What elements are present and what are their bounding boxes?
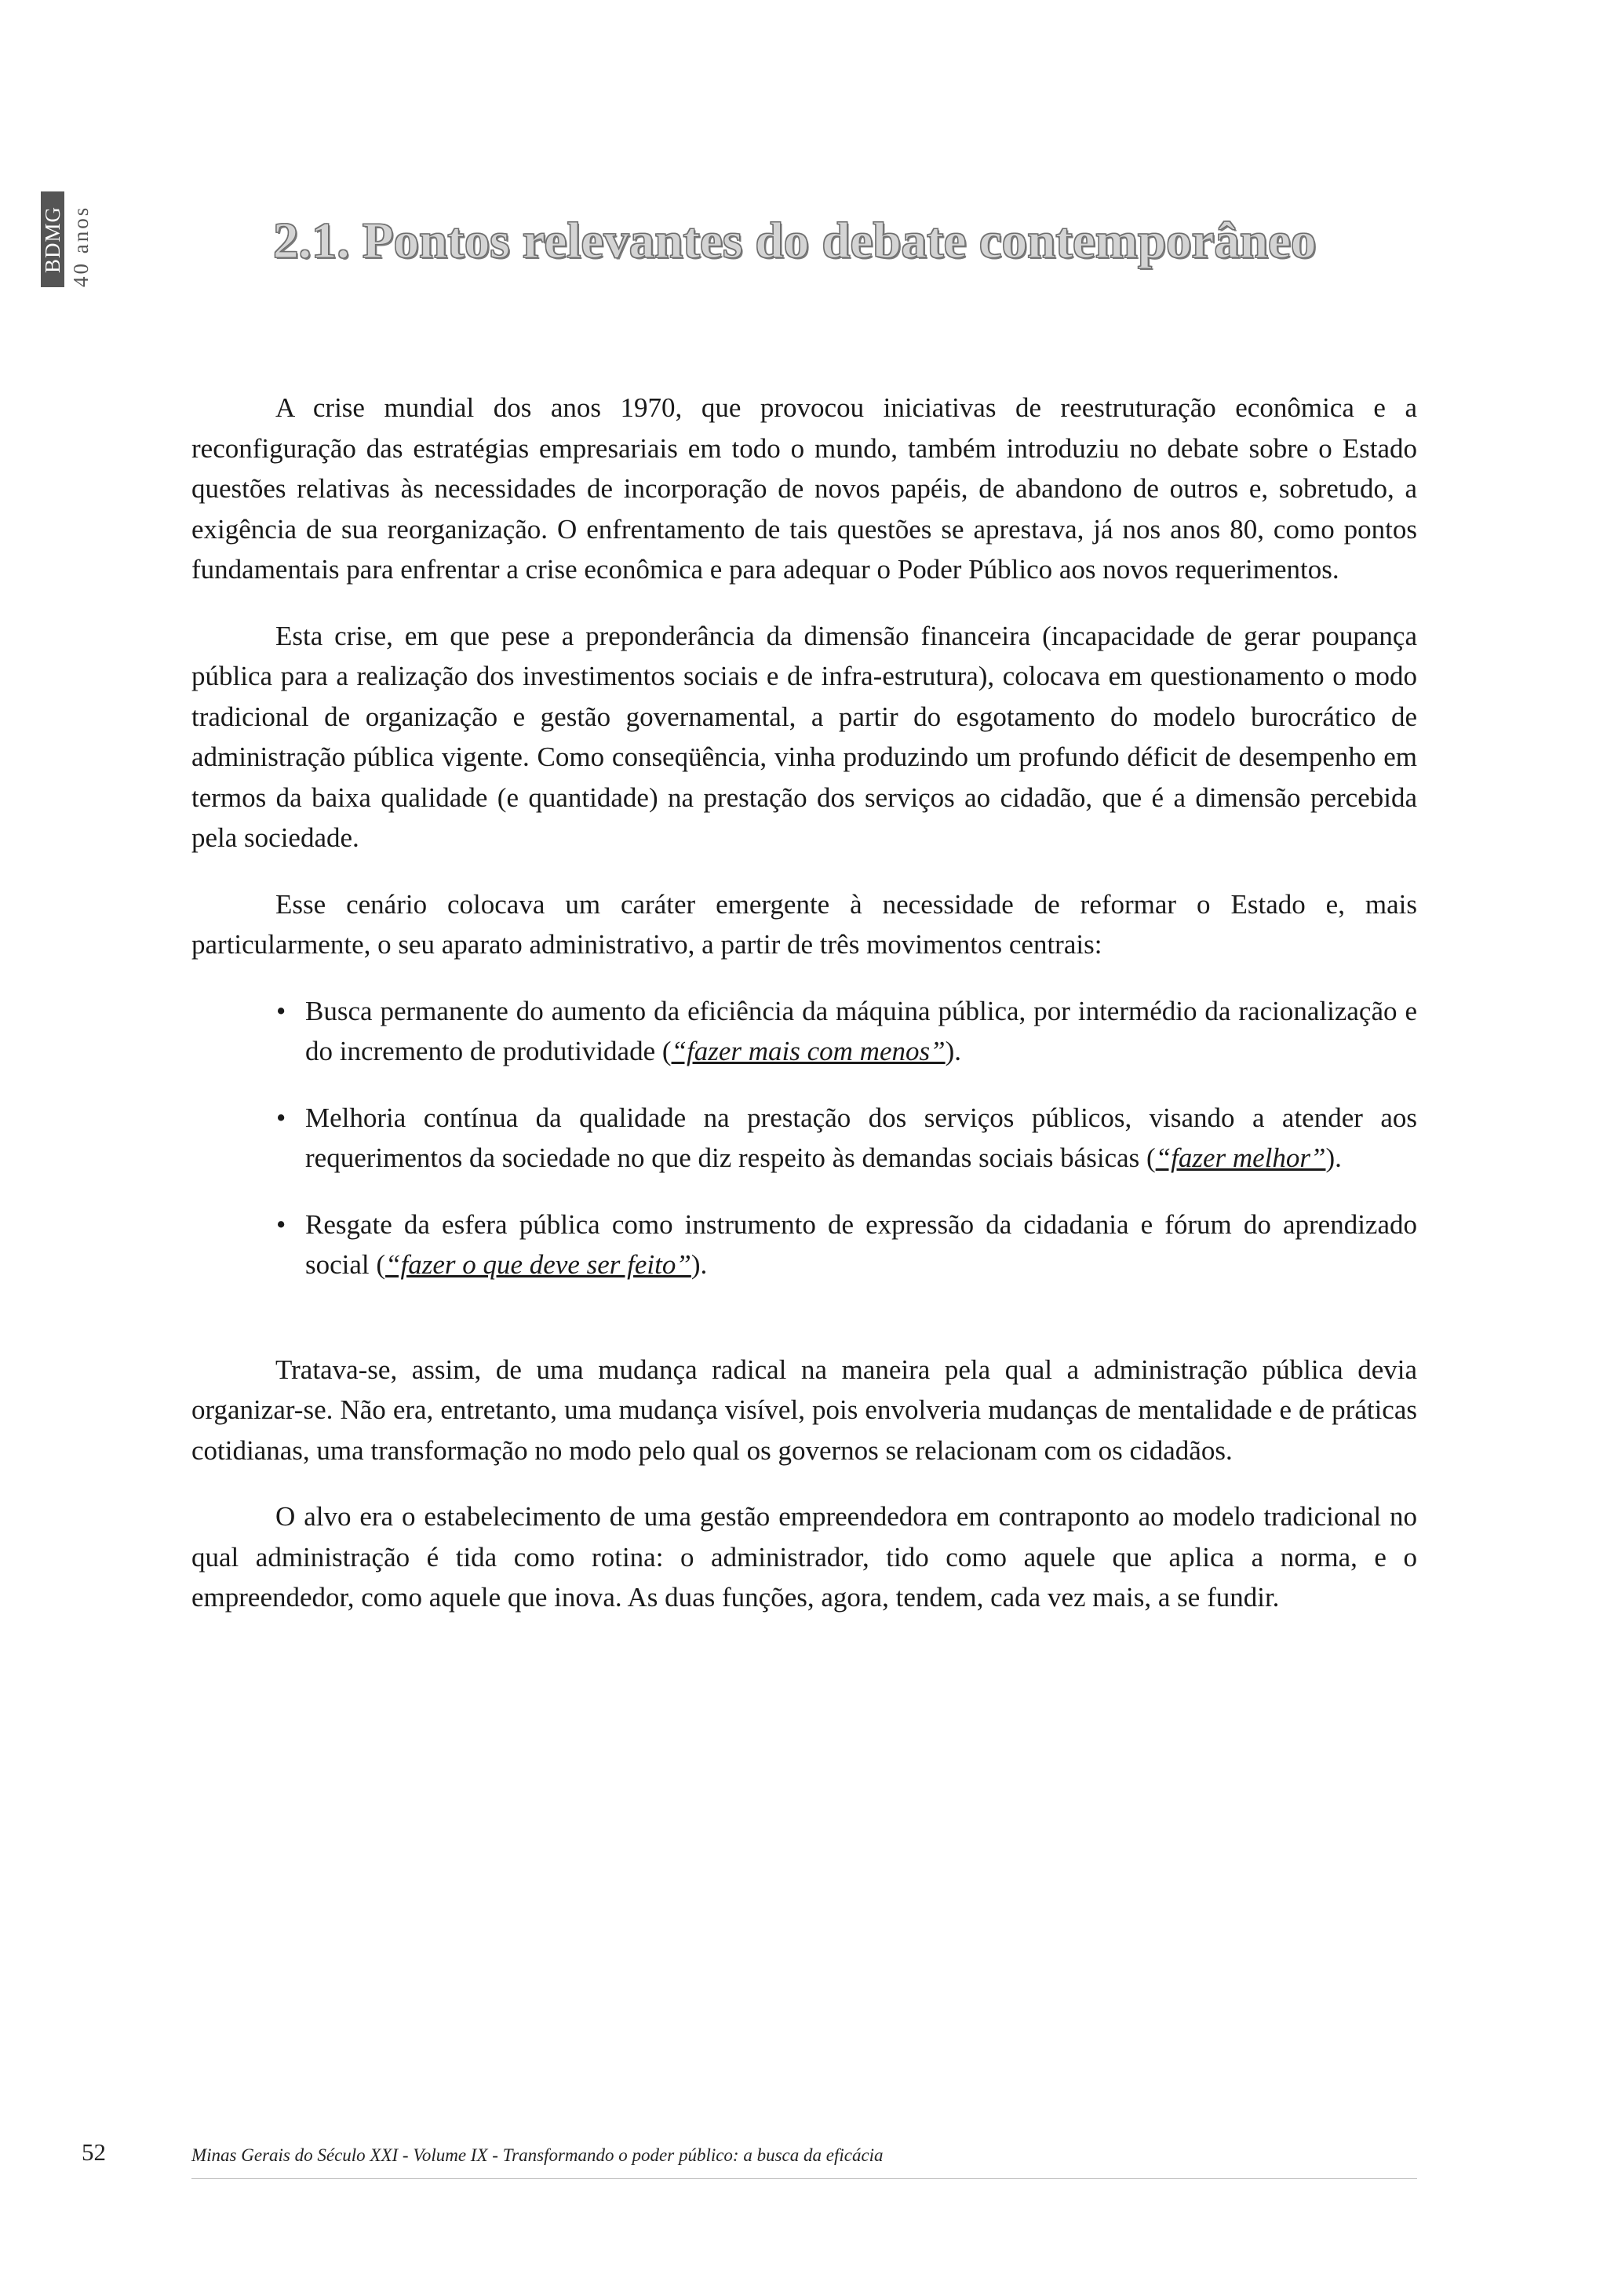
list-item [276, 1098, 1417, 1179]
paragraph: Esse cenário colocava um caráter emergente à necessidade de reformar o Estado e, mais particularmente, o seu aparato administrativo, a partir de três movimentos centrais: [191, 888, 1417, 960]
anniversary-label: 40 anos [69, 205, 93, 287]
section-title: 2.1. Pontos relevantes do debate contemporâneo [273, 213, 1317, 269]
movements-list [191, 991, 1417, 1285]
paragraph: Tratava-se, assim, de uma mudança radical na maneira pela qual a administração pública devia organizar-se. Não era, entretanto, uma mudança visível, pois envolveria mudanças de mentalidade e de práticas cotidianas, uma transformação no modo pelo qual os governos se relacionam com os cidadãos. [191, 1354, 1417, 1466]
list-item-emphasis: “fazer melhor” [1155, 1143, 1326, 1173]
bdmg-logo: BDMG [41, 191, 64, 287]
bullet-icon: • [276, 995, 286, 1026]
list-item [276, 1204, 1417, 1285]
list-item-emphasis: “fazer mais com menos” [671, 1036, 946, 1066]
bullet-icon: • [276, 1208, 286, 1240]
list-item-end: ). [691, 1249, 708, 1280]
list-item [276, 991, 1417, 1072]
bullet-icon: • [276, 1102, 286, 1133]
list-item-emphasis: “fazer o que deve ser feito” [385, 1249, 691, 1280]
page-number: 52 [82, 2138, 106, 2166]
paragraph: Esta crise, em que pese a preponderância da dimensão financeira (incapacidade de gerar poupança pública para a realização dos investimentos sociais e de infra-estrutura), colocava em questionamento o modo tradicional de organização e gestão governamental, a partir do esgotamento do modelo burocrático de administração pública vigente. Como conseqüência, vinha produzindo um profundo déficit de desempenho em termos da baixa qualidade (e quantidade) na prestação dos serviços ao cidadão, que é a dimensão percebida pela sociedade. [191, 620, 1417, 853]
list-item-text: Resgate da esfera pública como instrumento de expressão da cidadania e fórum do aprendizado social ( [305, 1208, 1417, 1280]
paragraph: O alvo era o estabelecimento de uma gestão empreendedora em contraponto ao modelo tradicional no qual administração é tida como rotina: o administrador, tido como aquele que aplica a norma, e o empreendedor, como aquele que inova. As duas funções, agora, tendem, cada vez mais, a se fundir. [191, 1501, 1417, 1613]
list-item-end: ). [945, 1036, 961, 1066]
list-item-text: Busca permanente do aumento da eficiência da máquina pública, por intermédio da racionalização e do incremento de produtividade ( [305, 995, 1417, 1066]
body-text [191, 388, 1417, 1644]
list-item-end: ). [1325, 1143, 1342, 1173]
side-tab [41, 191, 104, 287]
list-item-text: Melhoria contínua da qualidade na prestação dos serviços públicos, visando a atender aos requerimentos da sociedade no que diz respeito às demandas sociais básicas ( [305, 1102, 1417, 1173]
footer-divider [191, 2178, 1417, 2179]
paragraph: A crise mundial dos anos 1970, que provocou iniciativas de reestruturação econômica e a reconfiguração das estratégias empresariais em todo o mundo, também introduziu no debate sobre o Estado questões relativas às necessidades de incorporação de novos papéis, de abandono de outros e, sobretudo, a exigência de sua reorganização. O enfrentamento de tais questões se aprestava, já nos anos 80, como pontos fundamentais para enfrentar a crise econômica e para adequar o Poder Público aos novos requerimentos. [191, 392, 1417, 585]
spacer [191, 1311, 1417, 1350]
running-footer: Minas Gerais do Século XXI - Volume IX - Transformando o poder público: a busca da eficácia [191, 2145, 884, 2165]
